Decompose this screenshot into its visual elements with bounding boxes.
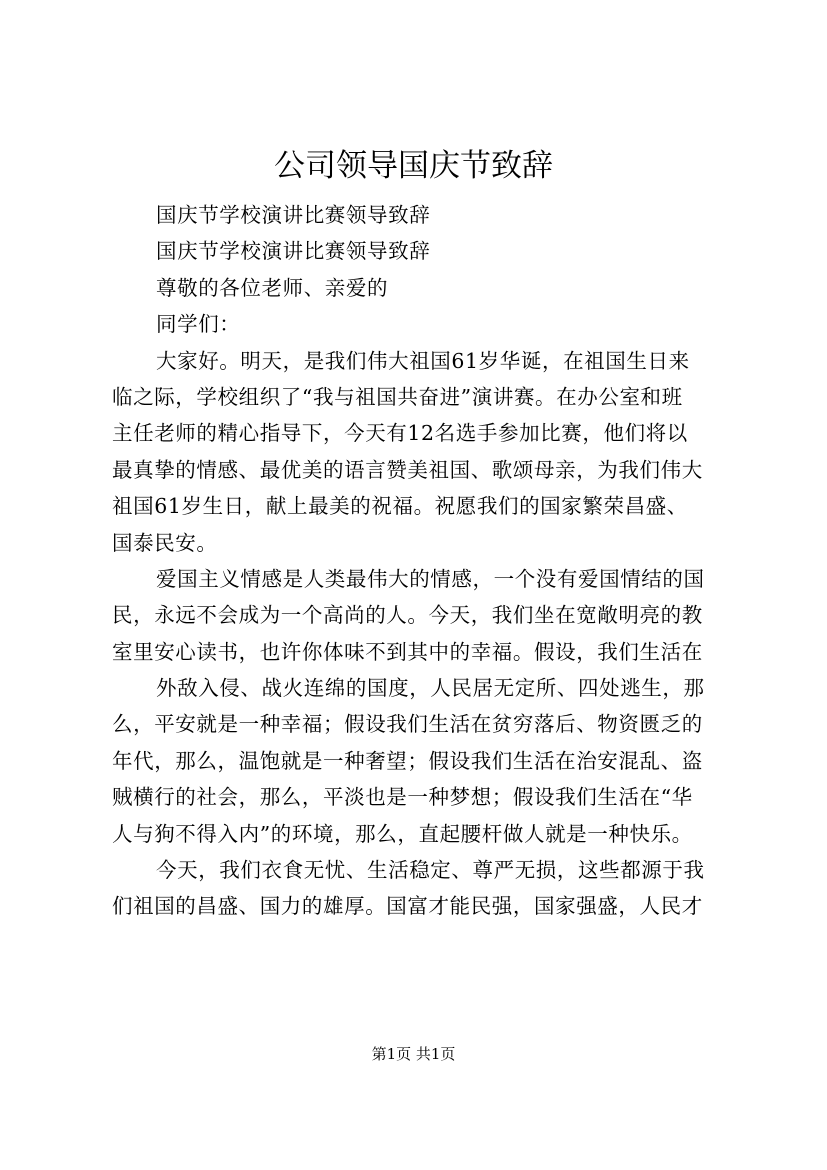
body-line: 人与狗不得入内”的环境，那么，直起腰杆做人就是一种快乐。 — [112, 821, 693, 846]
body-line: 室里安心读书，也许你体味不到其中的幸福。假设，我们生活在 — [112, 639, 703, 664]
body-line: 祖国61岁生日，献上最美的祝福。祝愿我们的国家繁荣昌盛、 — [112, 494, 688, 519]
document-body — [112, 197, 742, 925]
body-line: 贼横行的社会，那么，平淡也是一种梦想；假设我们生活在“华 — [112, 785, 693, 810]
body-line: 们祖国的昌盛、国力的雄厚。国富才能民强，国家强盛，人民才 — [112, 894, 703, 919]
body-line: 尊敬的各位老师、亲爱的 — [156, 275, 389, 300]
body-line: 主任老师的精心指导下，今天有12名选手参加比赛，他们将以 — [112, 421, 688, 446]
body-line: 外敌入侵、战火连绵的国度，人民居无定所、四处逃生，那 — [156, 676, 705, 701]
body-line: 民，永远不会成为一个高尚的人。今天，我们坐在宽敞明亮的教 — [112, 603, 703, 628]
page-footer: 第1页 共1页 — [371, 1045, 456, 1063]
body-line: 国庆节学校演讲比赛领导致辞 — [156, 239, 431, 264]
body-line: 么，平安就是一种幸福；假设我们生活在贫穷落后、物资匮乏的 — [112, 712, 703, 737]
body-line: 爱国主义情感是人类最伟大的情感，一个没有爱国情结的国 — [156, 566, 705, 591]
body-line: 年代，那么，温饱就是一种奢望；假设我们生活在治安混乱、盗 — [112, 748, 703, 773]
body-line: 国庆节学校演讲比赛领导致辞 — [156, 203, 431, 227]
body-line: 最真挚的情感、最优美的语言赞美祖国、歌颂母亲，为我们伟大 — [112, 457, 703, 482]
body-line: 临之际，学校组织了“我与祖国共奋进”演讲赛。在办公室和班 — [112, 384, 683, 409]
body-line: 同学们： — [156, 312, 241, 337]
body-line: 国泰民安。 — [112, 530, 218, 555]
body-line: 大家好。明天，是我们伟大祖国61岁华诞，在祖国生日来 — [156, 348, 690, 373]
document-title: 公司领导国庆节致辞 — [274, 148, 553, 184]
body-line: 今天，我们衣食无忧、生活稳定、尊严无损，这些都源于我 — [156, 858, 705, 883]
